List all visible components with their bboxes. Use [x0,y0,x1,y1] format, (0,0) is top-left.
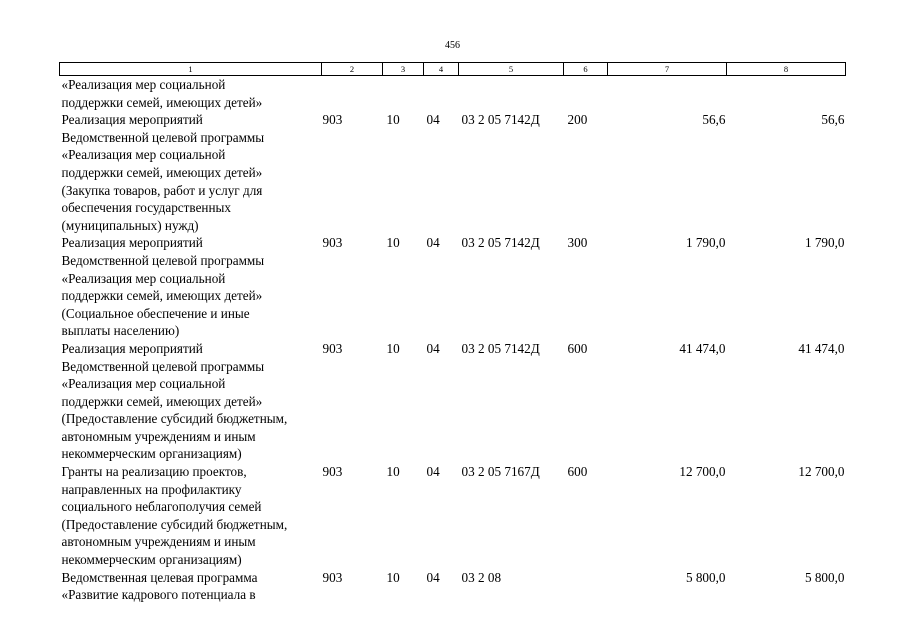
target-article-cell: 03 2 05 7167Д [461,464,540,480]
item-name-line: Ведомственной целевой программы [61,358,265,374]
column-header-3: 3 [383,63,424,76]
item-name-line: автономным учреждениям и иным [61,534,256,550]
item-name-line: Ведомственной целевой программы [61,252,265,268]
column-header-6: 6 [564,63,608,76]
item-name-cell [60,234,322,340]
target-article-cell: 03 2 05 7142Д [461,235,540,251]
column-header-2: 2 [322,63,383,76]
table-row [60,76,846,112]
item-name-line: Реализация мероприятий [61,340,203,356]
amount-cell-year-2: 12 700,0 [798,464,845,480]
item-name-cell [60,76,322,112]
section-cell: 10 [386,112,400,128]
expense-type-cell: 600 [567,340,588,356]
column-header-5: 5 [459,63,564,76]
item-name-line: Реализация мероприятий [61,235,203,251]
item-name-line: «Реализация мер социальной [61,270,226,286]
section-cell [383,76,424,112]
target-article-cell: 03 2 08 [461,569,502,585]
item-name-line: (муниципальных) нужд) [61,217,199,233]
gov-code-cell [322,76,383,112]
item-name-line: автономным учреждениям и иным [61,428,256,444]
table-row [60,111,846,234]
gov-code-cell: 903 [322,464,343,480]
amount-cell-year-1: 56,6 [702,112,726,128]
item-name-line: Гранты на реализацию проектов, [61,464,247,480]
column-header-7: 7 [608,63,727,76]
table-row [60,340,846,463]
amount-cell-year-2: 5 800,0 [804,569,845,585]
expense-type-cell: 200 [567,112,588,128]
subsection-cell: 04 [426,569,440,585]
column-header-8: 8 [727,63,846,76]
item-name-line: поддержки семей, имеющих детей» [61,164,263,180]
expense-type-cell: 600 [567,464,588,480]
item-name-line: «Реализация мер социальной [61,147,226,163]
item-name-line: поддержки семей, имеющих детей» [61,393,263,409]
amount-cell-year-1: 41 474,0 [679,340,726,356]
subsection-cell: 04 [426,464,440,480]
table-body [60,76,846,604]
amount-cell-year-2: 1 790,0 [804,235,845,251]
subsection-cell: 04 [426,340,440,356]
table-row [60,463,846,569]
item-name-line: (Закупка товаров, работ и услуг для [61,182,263,198]
item-name-line: (Социальное обеспечение и иные [61,305,250,321]
item-name-line: социального неблагополучия семей [61,499,262,515]
item-name-line: поддержки семей, имеющих детей» [61,288,263,304]
item-name-line: выплаты населению) [61,323,180,339]
subsection-cell: 04 [426,112,440,128]
item-name-line: поддержки семей, имеющих детей» [61,94,263,110]
gov-code-cell: 903 [322,235,343,251]
item-name-line: (Предоставление субсидий бюджетным, [61,516,288,532]
section-cell: 10 [386,235,400,251]
item-name-line: (Предоставление субсидий бюджетным, [61,411,288,427]
subsection-cell [424,76,459,112]
item-name-line: «Реализация мер социальной [61,77,226,92]
gov-code-cell: 903 [322,340,343,356]
item-name-line: Ведомственная целевая программа [61,569,258,585]
item-name-cell [60,340,322,463]
gov-code-cell: 903 [322,569,343,585]
expense-type-cell [564,76,608,112]
amount-cell-year-1: 12 700,0 [679,464,726,480]
table-row [60,234,846,340]
item-name-line: некоммерческим организациям) [61,552,242,568]
target-article-cell: 03 2 05 7142Д [461,340,540,356]
amount-cell-year-1 [608,76,727,112]
section-cell: 10 [386,464,400,480]
target-article-cell: 03 2 05 7142Д [461,112,540,128]
item-name-cell [60,569,322,604]
budget-table [59,62,846,604]
amount-cell-year-2 [727,76,846,112]
page-number: 456 [445,40,460,51]
item-name-line: «Развитие кадрового потенциала в [61,587,256,603]
subsection-cell: 04 [426,235,440,251]
item-name-cell [60,463,322,569]
expense-type-cell [564,569,608,604]
expense-type-cell: 300 [567,235,588,251]
column-number-header-row [60,63,846,76]
section-cell: 10 [386,569,400,585]
item-name-line: направленных на профилактику [61,481,242,497]
item-name-line: «Реализация мер социальной [61,376,226,392]
section-cell: 10 [386,340,400,356]
table-row [60,569,846,604]
column-header-4: 4 [424,63,459,76]
amount-cell-year-2: 56,6 [821,112,845,128]
amount-cell-year-1: 5 800,0 [685,569,726,585]
item-name-line: некоммерческим организациям) [61,446,242,462]
item-name-cell [60,111,322,234]
item-name-line: Ведомственной целевой программы [61,129,265,145]
amount-cell-year-2: 41 474,0 [798,340,845,356]
amount-cell-year-1: 1 790,0 [685,235,726,251]
item-name-line: Реализация мероприятий [61,112,203,128]
target-article-cell [459,76,564,112]
gov-code-cell: 903 [322,112,343,128]
item-name-line: обеспечения государственных [61,200,231,216]
column-header-1: 1 [60,63,322,76]
